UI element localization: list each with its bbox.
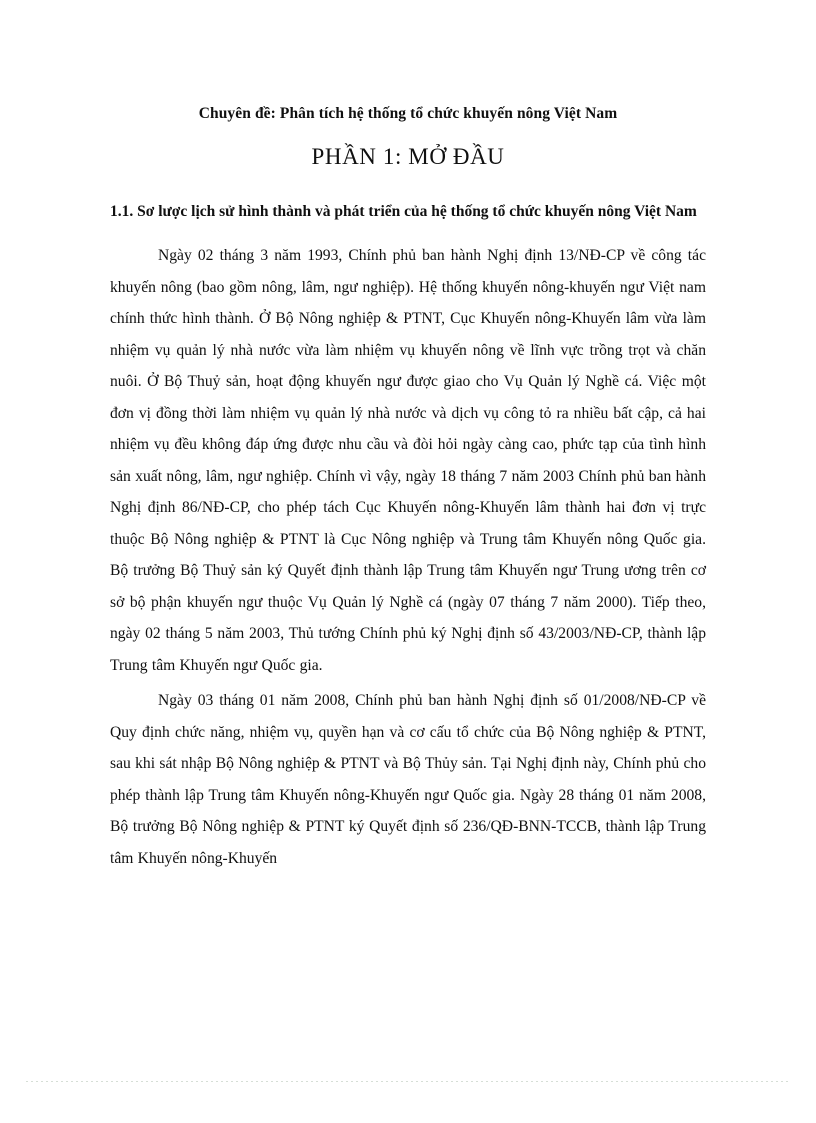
part-heading: PHẦN 1: MỞ ĐẦU xyxy=(311,143,505,169)
scan-artifact-line xyxy=(26,1081,790,1082)
page-content xyxy=(110,104,706,876)
body-paragraph: Ngày 03 tháng 01 năm 2008, Chính phủ ban hành Nghị định số 01/2008/NĐ-CP về Quy định chức năng, nhiệm vụ, quyền hạn và cơ cấu tổ chức của Bộ Nông nghiệp & PTNT, sau khi sát nhập Bộ Nông nghiệp & PTNT và Bộ Thủy sản. Tại Nghị định này, Chính phủ cho phép thành lập Trung tâm Khuyến nông-Khuyến ngư Quốc gia. Ngày 28 tháng 01 năm 2008, Bộ trưởng Bộ Nông nghiệp & PTNT ký Quyết định số 236/QĐ-BNN-TCCB, thành lập Trung tâm Khuyến nông-Khuyến xyxy=(110,692,706,867)
document-subject-line: Chuyên đề: Phân tích hệ thống tổ chức khuyến nông Việt Nam xyxy=(198,105,618,122)
section-heading-1-1: 1.1. Sơ lược lịch sử hình thành và phát triển của hệ thống tổ chức khuyến nông Việt Nam xyxy=(110,202,697,220)
body-paragraph: Ngày 02 tháng 3 năm 1993, Chính phủ ban hành Nghị định 13/NĐ-CP về công tác khuyến nông (bao gồm nông, lâm, ngư nghiệp). Hệ thống khuyến nông-khuyến ngư Việt nam chính thức hình thành. Ở Bộ Nông nghiệp & PTNT, Cục Khuyến nông-Khuyến lâm vừa làm nhiệm vụ quản lý nhà nước vừa làm nhiệm vụ khuyến nông về lĩnh vực trồng trọt và chăn nuôi. Ở Bộ Thuỷ sản, hoạt động khuyến ngư được giao cho Vụ Quản lý Nghề cá. Việc một đơn vị đồng thời làm nhiệm vụ quản lý nhà nước và dịch vụ công tỏ ra nhiều bất cập, cả hai nhiệm vụ đều không đáp ứng được nhu cầu và đòi hỏi ngày càng cao, phức tạp của tình hình sản xuất nông, lâm, ngư nghiệp. Chính vì vậy, ngày 18 tháng 7 năm 2003 Chính phủ ban hành Nghị định 86/NĐ-CP, cho phép tách Cục Khuyến nông-Khuyến lâm thành hai đơn vị trực thuộc Bộ Nông nghiệp & PTNT là Cục Nông nghiệp và Trung tâm Khuyến nông Quốc gia. Bộ trưởng Bộ Thuỷ sản ký Quyết định thành lập Trung tâm Khuyến ngư Trung ương trên cơ sở bộ phận khuyến ngư thuộc Vụ Quản lý Nghề cá (ngày 07 tháng 7 năm 2000). Tiếp theo, ngày 02 tháng 5 năm 2003, Thủ tướng Chính phủ ký Nghị định số 43/2003/NĐ-CP, thành lập Trung tâm Khuyến ngư Quốc gia. xyxy=(110,247,706,674)
